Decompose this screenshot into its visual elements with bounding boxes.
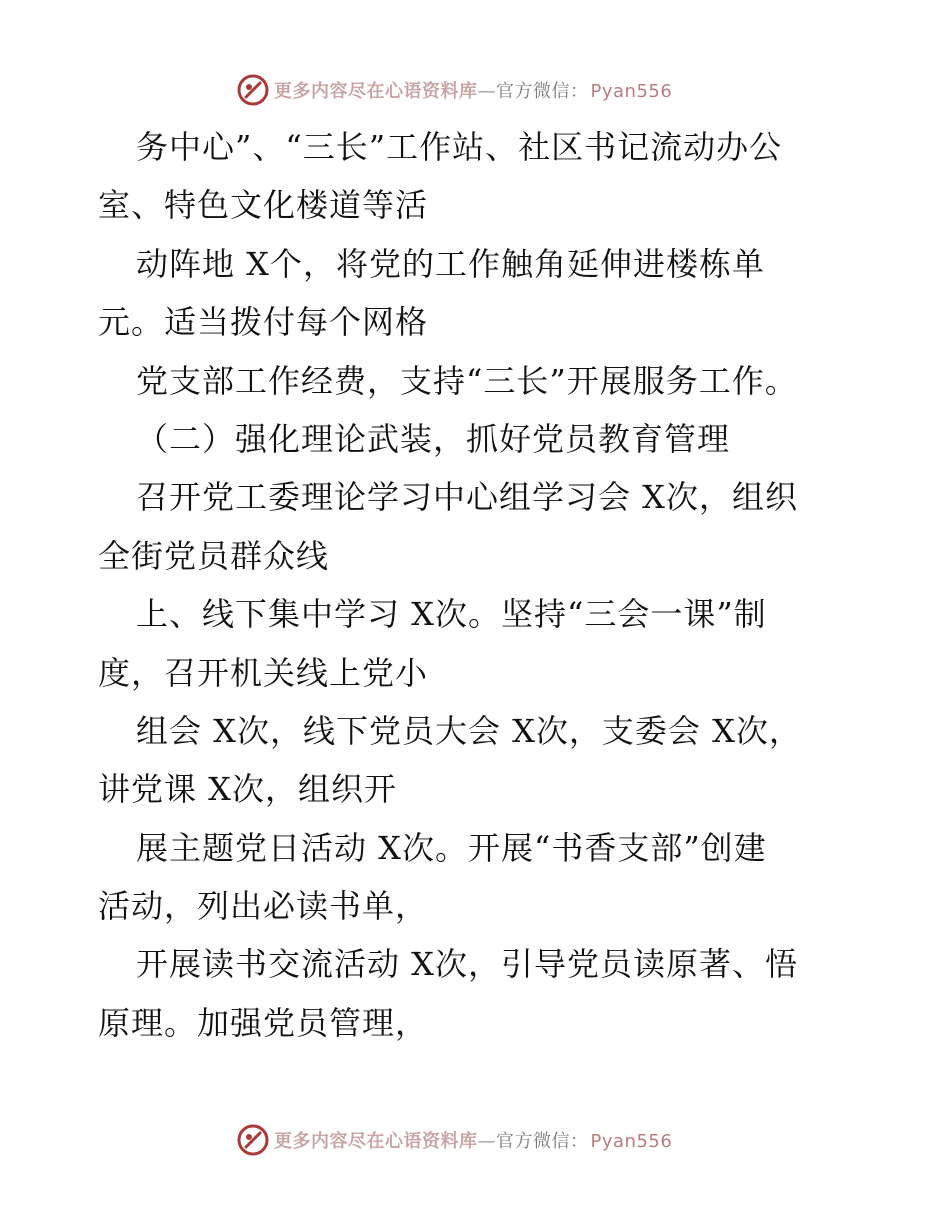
watermark-label: 官方微信： bbox=[496, 1131, 589, 1152]
body-line: 度，召开机关线上党小 bbox=[98, 653, 429, 692]
watermark-prefix: 更多内容尽在心语资料库 bbox=[274, 81, 478, 102]
watermark-dash: — bbox=[477, 1131, 496, 1152]
body-line: 室、特色文化楼道等活 bbox=[98, 186, 429, 225]
body-line: 活动，列出必读书单， bbox=[98, 887, 429, 926]
header-watermark bbox=[236, 72, 672, 108]
body-line: 党支部工作经费，支持“三长”开展服务工作。 bbox=[136, 361, 798, 400]
watermark-label: 官方微信： bbox=[496, 81, 589, 102]
watermark-prefix: 更多内容尽在心语资料库 bbox=[274, 1131, 478, 1152]
logo-icon bbox=[236, 73, 270, 107]
logo-icon bbox=[236, 1123, 270, 1157]
body-line: 务中心”、“三长”工作站、社区书记流动办公 bbox=[136, 128, 783, 166]
watermark-account: Pyan556 bbox=[590, 81, 673, 102]
body-line: 上、线下集中学习 X次。坚持“三会一课”制 bbox=[136, 595, 767, 634]
section-heading: （二）强化理论武装，抓好党员教育管理 bbox=[136, 419, 731, 458]
body-line: 开展读书交流活动 X次，引导党员读原著、悟 bbox=[136, 945, 798, 984]
document-body bbox=[98, 118, 878, 1052]
body-line: 召开党工委理论学习中心组学习会 X次，组织 bbox=[136, 478, 798, 517]
body-line: 原理。加强党员管理， bbox=[98, 1003, 429, 1042]
footer-watermark bbox=[236, 1122, 672, 1158]
watermark-account: Pyan556 bbox=[590, 1131, 673, 1152]
body-line: 组会 X次，线下党员大会 X次，支委会 X次， bbox=[136, 711, 802, 750]
body-line: 展主题党日活动 X次。开展“书香支部”创建 bbox=[136, 828, 767, 867]
body-line: 动阵地 X个，将党的工作触角延伸进楼栋单 bbox=[136, 244, 765, 283]
body-line: 元。适当拨付每个网格 bbox=[98, 303, 429, 342]
watermark-dash: — bbox=[477, 81, 496, 102]
body-line: 讲党课 X次，组织开 bbox=[98, 770, 397, 809]
body-line: 全街党员群众线 bbox=[98, 536, 330, 575]
